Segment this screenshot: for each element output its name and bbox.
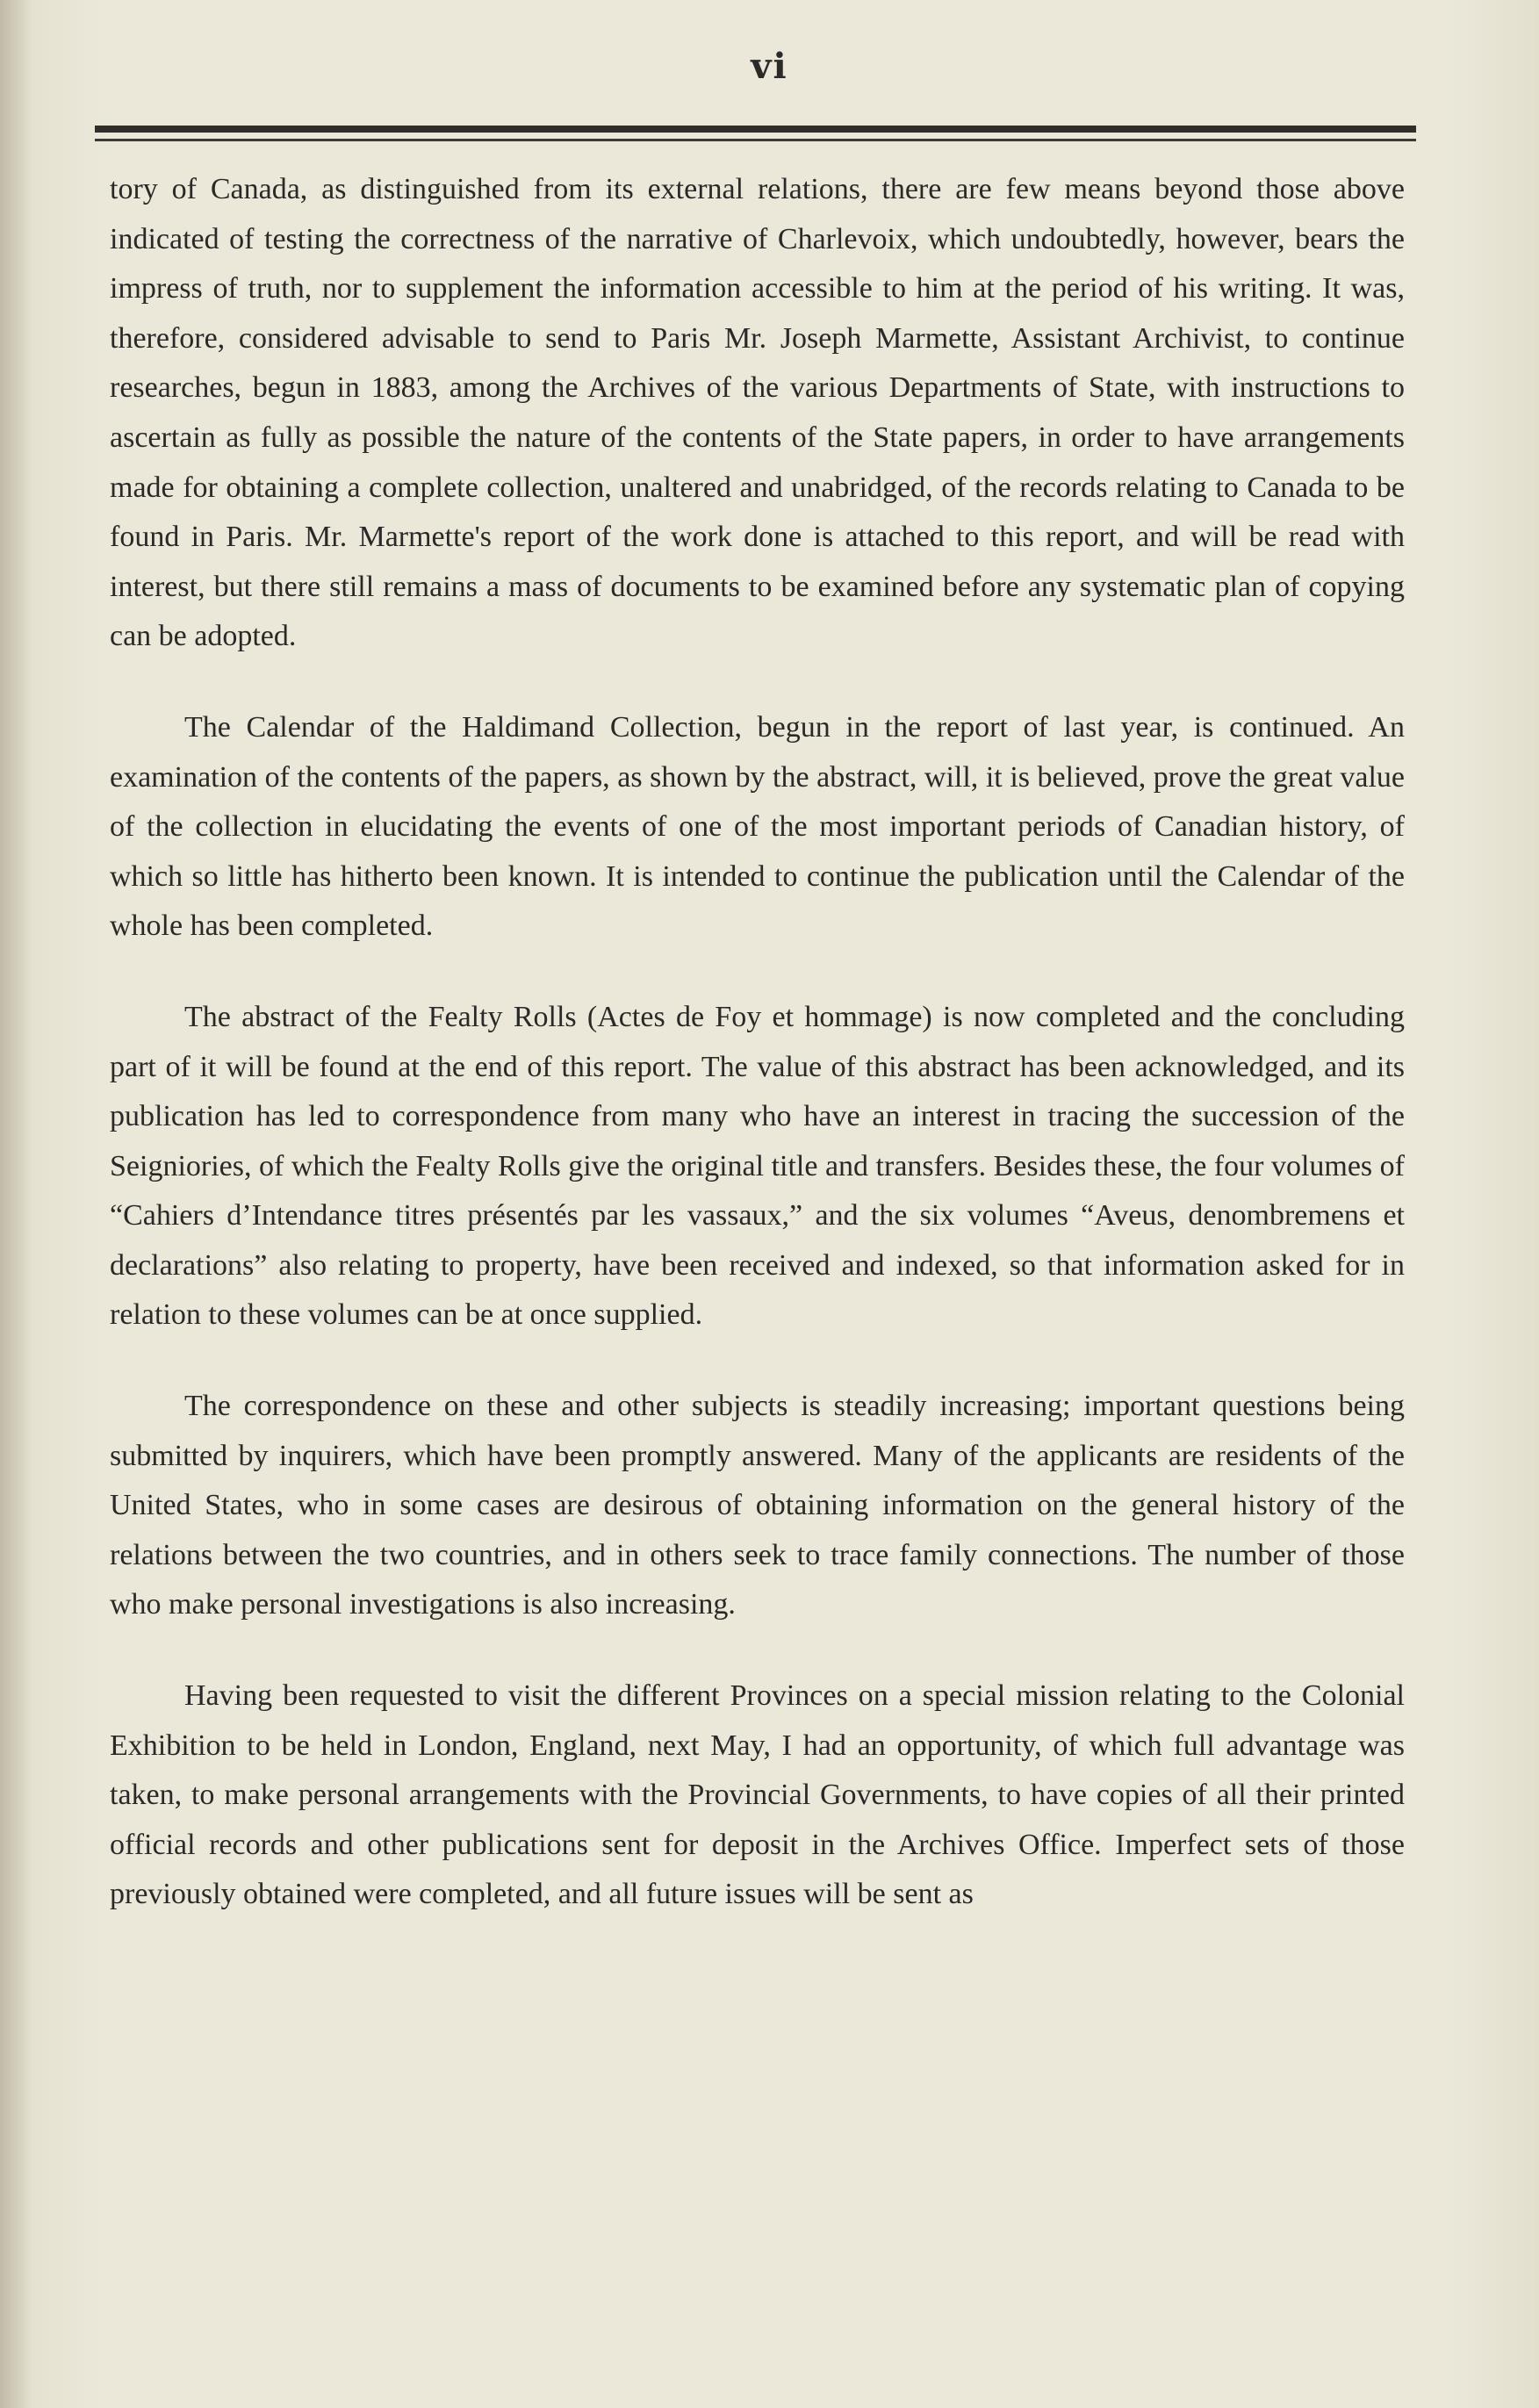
paragraph-provinces-mission: Having been requested to visit the different Provinces on a special mission relating to the Colonial Exhibition to be held in London, England, next May, I had an opportunity, of which full advantage was taken, to make personal arrangements with the Provincial Governments, to have copies of all their printed official records and other publications sent for deposit in the Archives Office. Imperfect sets of those previously obtained were completed, and all future issues will be sent as — [110, 1679, 1405, 1911]
page-number: vi — [751, 46, 788, 87]
paragraph-correspondence: The correspondence on these and other subjects is steadily increasing; important questions being submitted by inquirers, which have been promptly answered. Many of the applicants are residents of the United States, who in some cases are desirous of obtaining information on the general history of the relations between the two countries, and in others seek to trace family connections. The number of those who make personal investigations is also increasing. — [110, 1390, 1405, 1621]
header-rule-thin — [95, 139, 1416, 141]
binding-edge-shadow — [0, 0, 32, 2408]
paragraph-fealty-rolls: The abstract of the Fealty Rolls (Actes de Foy et hommage) is now completed and the concluding part of it will be found at the end of this report. The value of this abstract has been acknowledged, and its publication has led to correspondence from many who have an interest in tracing the succession of the Seigniories, of which the Fealty Rolls give the original title and transfers. Besides these, the four volumes of “Cahiers d’Intendance titres présentés par les vassaux,” and the six volumes “Aveus, denombremens et declarations” also relating to property, have been received and indexed, so that information asked for in relation to these volumes can be at once supplied. — [110, 1000, 1405, 1332]
paragraph-continued: tory of Canada, as distinguished from its external relations, there are few means beyond those above indicated of testing the correctness of the narrative of Charlevoix, which undoubtedly, however, bears the impress of truth, nor to supplement the information accessible to him at the period of his writing. It was, therefore, considered advisable to send to Paris Mr. Joseph Marmette, Assistant Archivist, to continue researches, begun in 1883, among the Archives of the various Departments of State, with instructions to ascertain as fully as possible the nature of the contents of the State papers, in order to have arrangements made for obtaining a complete collection, unaltered and unabridged, of the records relating to Canada to be found in Paris. Mr. Marmette's report of the work done is attached to this report, and will be read with interest, but there still remains a mass of documents to be examined before any systematic plan of copying can be adopted. — [110, 173, 1405, 653]
paragraph-haldimand-calendar: The Calendar of the Haldimand Collection, begun in the report of last year, is continued. An examination of the contents of the papers, as shown by the abstract, will, it is believed, prove the great value of the collection in elucidating the events of one of the most important periods of Canadian history, of which so little has hitherto been known. It is intended to continue the publication until the Calendar of the whole has been completed. — [110, 710, 1405, 943]
header-rule-thick — [95, 126, 1416, 133]
report-body — [110, 165, 1405, 1920]
